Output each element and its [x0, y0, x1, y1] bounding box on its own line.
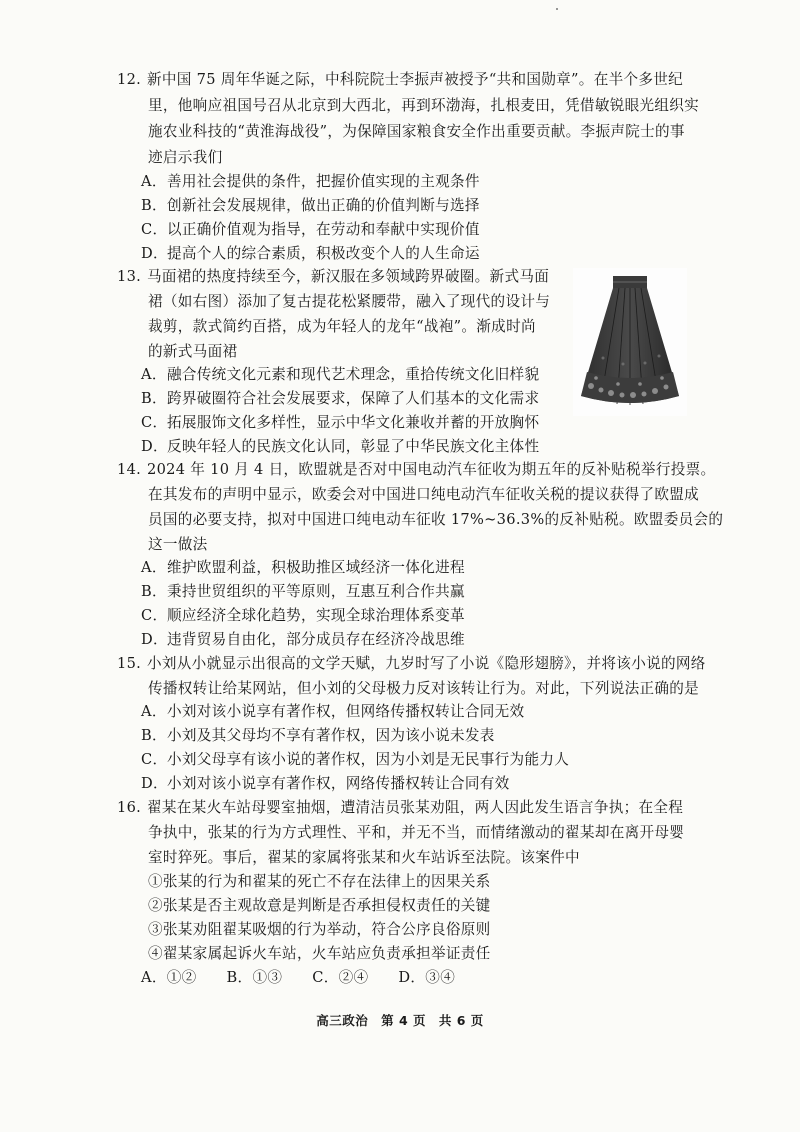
question-13-stem-line-3: 裁剪，款式简约百搭，成为年轻人的龙年“战袍”。渐成时尚 — [148, 318, 536, 335]
question-16-stem-line-2: 争执中，张某的行为方式理性、平和，并无不当，而情绪激动的翟某却在离开母婴 — [148, 824, 685, 841]
question-13-number: 13. — [117, 268, 142, 285]
question-14-stem-line-3: 员国的必要支持，拟对中国进口纯电动车征收 17%~36.3%的反补贴税。欧盟委员会的 — [148, 511, 724, 528]
question-13-stem-line-4: 的新式马面裙 — [148, 343, 238, 360]
question-12-option-a[interactable]: A．善用社会提供的条件，把握价值实现的主观条件 — [141, 173, 480, 190]
question-13-stem-line-1: 13. 马面裙的热度持续至今，新汉服在多领域跨界破圈。新式马面 — [117, 268, 550, 285]
question-14-option-b[interactable]: B．秉持世贸组织的平等原则，互惠互利合作共赢 — [141, 583, 465, 600]
question-14-stem-line-4: 这一做法 — [148, 536, 208, 553]
skirt-illustration — [573, 268, 687, 416]
question-15-option-d[interactable]: D．小刘对该小说享有著作权，网络传播权转让合同有效 — [141, 775, 510, 792]
question-14-option-a[interactable]: A．维护欧盟利益，积极助推区域经济一体化进程 — [141, 559, 465, 576]
question-16-stem-line-1: 16. 翟某在某火车站母婴室抽烟，遭清洁员张某劝阻，两人因此发生语言争执；在全程 — [117, 799, 684, 816]
question-16-number: 16. — [117, 799, 142, 816]
question-15-stem-line-1: 15. 小刘从小就显示出很高的文学天赋，九岁时写了小说《隐形翅膀》，并将该小说的网络 — [117, 655, 706, 672]
question-12-stem-line-2: 里，他响应祖国号召从北京到大西北，再到环渤海，扎根麦田，凭借敏锐眼光组织实 — [148, 97, 700, 114]
scan-speck — [556, 8, 558, 10]
question-16-statement-3: ③张某劝阻翟某吸烟的行为举动，符合公序良俗原则 — [148, 921, 491, 938]
question-14-number: 14. — [117, 461, 142, 478]
question-16-answer-a[interactable]: A．①② — [141, 969, 197, 986]
question-16-statement-2: ②张某是否主观故意是判断是否承担侵权责任的关键 — [148, 897, 491, 914]
question-12-stem-line-1: 12. 新中国 75 周年华诞之际，中科院院士李振声被授予“共和国勋章”。在半个多世纪 — [117, 71, 684, 88]
footer-page: 第 4 页 — [381, 1013, 426, 1028]
question-16-answer-b[interactable]: B．①③ — [226, 969, 283, 986]
question-16-answer-d[interactable]: D．③④ — [398, 969, 456, 986]
mamian-skirt-image — [573, 268, 687, 416]
question-16-statement-1: ①张某的行为和翟某的死亡不存在法律上的因果关系 — [148, 873, 491, 890]
question-14-stem-line-2: 在其发布的声明中显示，欧委会对中国进口纯电动汽车征收关税的提议获得了欧盟成 — [148, 486, 700, 503]
question-15-option-b[interactable]: B．小刘及其父母均不享有著作权，因为该小说未发表 — [141, 727, 495, 744]
question-12-option-c[interactable]: C．以正确价值观为指导，在劳动和奉献中实现价值 — [141, 221, 480, 238]
question-13-stem-line-2: 裙（如右图）添加了复古提花松紧腰带，融入了现代的设计与 — [148, 293, 551, 310]
question-15-option-c[interactable]: C．小刘父母享有该小说的著作权，因为小刘是无民事行为能力人 — [141, 751, 570, 768]
question-13-option-b[interactable]: B．跨界破圈符合社会发展要求，保障了人们基本的文化需求 — [141, 390, 540, 407]
question-12-number: 12. — [117, 71, 142, 88]
question-15-stem-line-2: 传播权转让给某网站，但小刘的父母极力反对该转让行为。对此，下列说法正确的是 — [148, 680, 700, 697]
footer-total: 共 6 页 — [438, 1013, 484, 1028]
question-14-option-c[interactable]: C．顺应经济全球化趋势，实现全球治理体系变革 — [141, 607, 465, 624]
question-13-option-d[interactable]: D．反映年轻人的民族文化认同，彰显了中华民族文化主体性 — [141, 438, 540, 455]
question-16-answer-c[interactable]: C．②④ — [312, 969, 369, 986]
question-13-option-c[interactable]: C．拓展服饰文化多样性，显示中华文化兼收并蓄的开放胸怀 — [141, 414, 540, 431]
question-14-stem-line-1: 14. 2024 年 10 月 4 日，欧盟就是否对中国电动汽车征收为期五年的反补贴税举行投票。 — [117, 461, 716, 478]
question-12-option-b[interactable]: B．创新社会发展规律，做出正确的价值判断与选择 — [141, 197, 480, 214]
question-14-option-d[interactable]: D．违背贸易自由化，部分成员存在经济冷战思维 — [141, 631, 465, 648]
page-footer — [0, 1011, 800, 1029]
question-12-stem-line-3: 施农业科技的“黄淮海战役”，为保障国家粮食安全作出重要贡献。李振声院士的事 — [148, 123, 685, 140]
question-16-statement-4: ④翟某家属起诉火车站，火车站应负责承担举证责任 — [148, 945, 491, 962]
question-13-option-a[interactable]: A．融合传统文化元素和现代艺术理念，重拾传统文化旧样貌 — [141, 366, 540, 383]
question-16-answer-choices — [141, 968, 485, 988]
question-15-number: 15. — [117, 655, 142, 672]
question-12-stem-line-4: 迹启示我们 — [148, 149, 223, 166]
footer-subject: 高三政治 — [316, 1013, 369, 1028]
question-12-option-d[interactable]: D．提高个人的综合素质，积极改变个人的人生命运 — [141, 245, 480, 262]
question-15-option-a[interactable]: A．小刘对该小说享有著作权，但网络传播权转让合同无效 — [141, 703, 525, 720]
question-16-stem-line-3: 室时猝死。事后，翟某的家属将张某和火车站诉至法院。该案件中 — [148, 849, 580, 866]
